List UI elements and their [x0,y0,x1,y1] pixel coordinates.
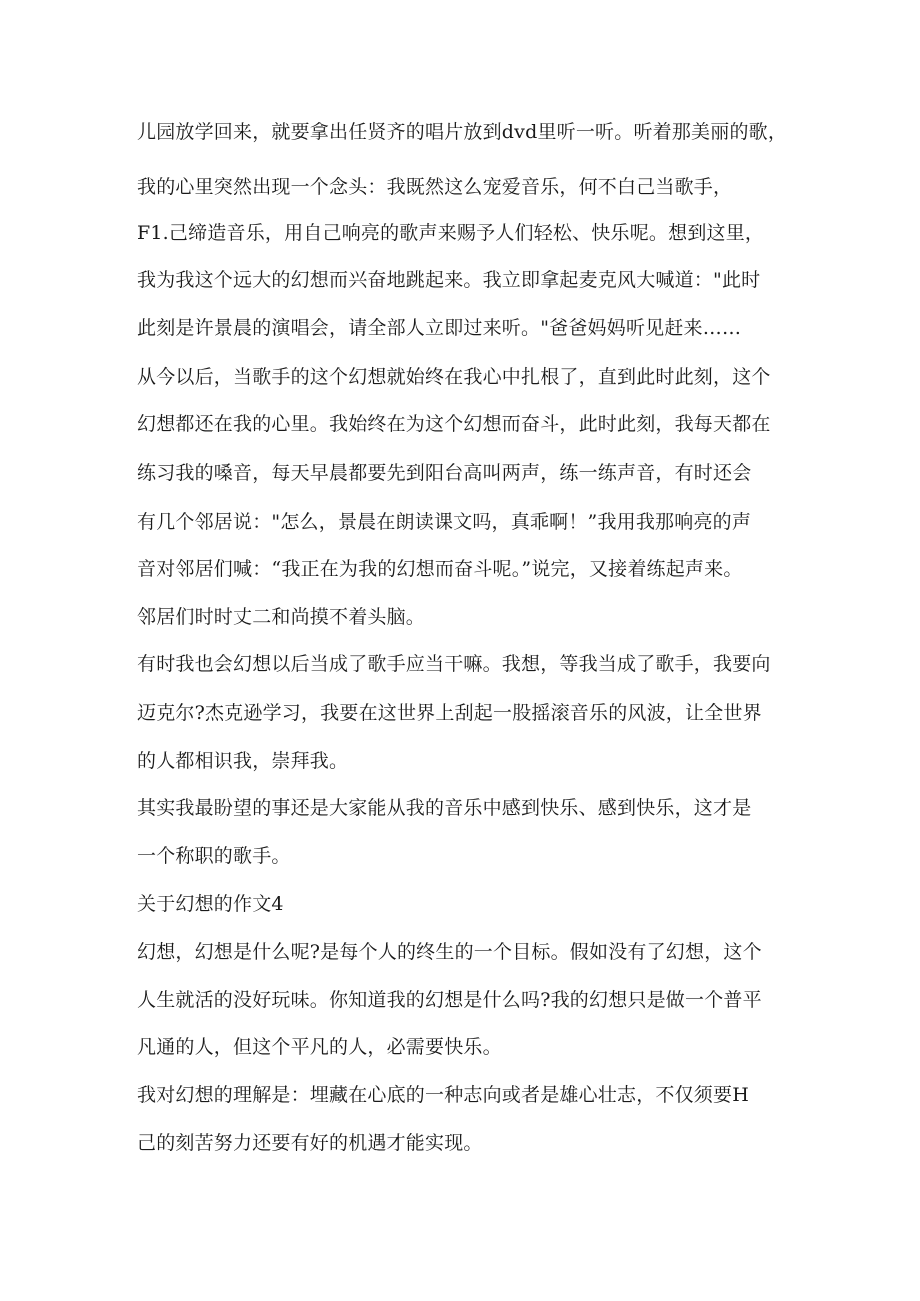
text-line: F1.己缔造音乐，用自己响亮的歌声来赐予人们轻松、快乐呢。想到这里， [137,222,765,244]
text-line: 的人都相识我，崇拜我。 [137,750,349,772]
text-line: 我的心里突然出现一个念头：我既然这么宠爱音乐，何不白己当歌手， [137,176,733,198]
text-line: 我对幻想的理解是：埋藏在心底的一种志向或者是雄心壮志，不仅须要H [137,1084,749,1106]
text-line: 有几个邻居说："怎么，景晨在朗读课文吗，真乖啊！”我用我那响亮的声 [137,511,752,533]
text-line: 人生就活的没好玩味。你知道我的幻想是什么吗?我的幻想只是做一个普平 [137,989,762,1011]
text-line: 迈克尔?杰克逊学习，我要在这世界上刮起一股摇滚音乐的风波，让全世界 [137,702,762,724]
text-line: 己的刻苦努力还要有好的机遇才能实现。 [137,1132,483,1154]
text-line: 练习我的嗓音，每天早晨都要先到阳台高叫两声，练一练声音，有时还会 [137,462,752,484]
text-line: 有时我也会幻想以后当成了歌手应当干嘛。我想，等我当成了歌手，我要向 [137,653,771,675]
text-line: 邻居们时时丈二和尚摸不着头脑。 [137,606,426,628]
section-heading: 关于幻想的作文4 [137,893,284,915]
text-line: 从今以后，当歌手的这个幻想就始终在我心中扎根了，直到此时此刻，这个 [137,366,771,388]
text-line: 凡通的人，但这个平凡的人，必需要快乐。 [137,1036,502,1058]
text-line: 其实我最盼望的事还是大家能从我的音乐中感到快乐、感到快乐，这才是 [137,797,752,819]
text-line: 此刻是许景晨的演唱会，请全部人立即过来听。"爸爸妈妈听见赶来…… [137,317,742,339]
text-line: 儿园放学回来，就要拿出任贤齐的唱片放到dvd里听一听。听着那美丽的歌， [137,121,788,143]
text-line: 我为我这个远大的幻想而兴奋地跳起来。我立即拿起麦克风大喊道："此时 [137,269,761,291]
text-line: 幻想都还在我的心里。我始终在为这个幻想而奋斗，此时此刻，我每天都在 [137,413,771,435]
text-line: 一个称职的歌手。 [137,845,291,867]
text-line: 音对邻居们喊：“我正在为我的幻想而奋斗呢。”说完，又接着练起声来。 [137,558,743,580]
text-line: 幻想，幻想是什么呢?是每个人的终生的一个目标。假如没有了幻想，这个 [137,941,762,963]
